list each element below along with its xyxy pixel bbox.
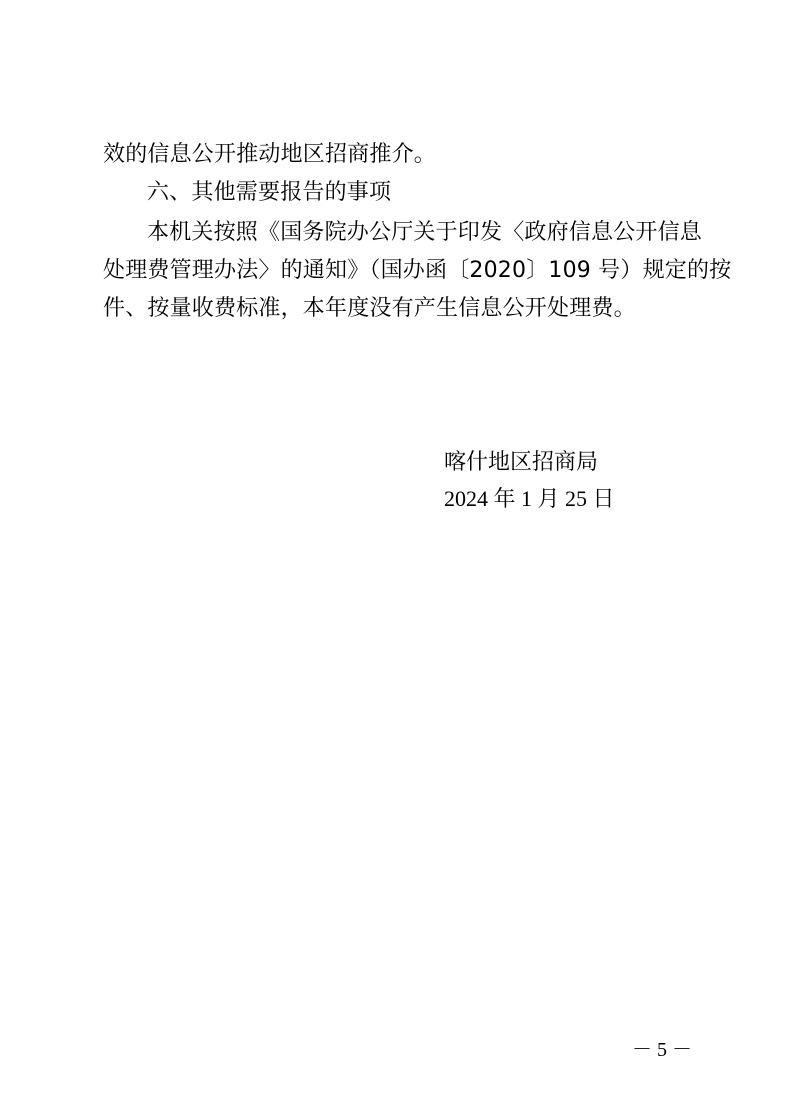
- page-number: － 5 －: [632, 1039, 692, 1061]
- signature-organization: 喀什地区招商局: [444, 450, 599, 475]
- body-line-4: 处理费管理办法〉的通知》（国办函〔2020〕109 号）规定的按: [103, 258, 732, 283]
- body-line-3: 本机关按照《国务院办公厅关于印发〈政府信息公开信息: [147, 220, 703, 245]
- signature-date: 2024 年 1 月 25 日: [444, 486, 615, 511]
- section-heading: 六、其他需要报告的事项: [147, 180, 392, 205]
- body-line-5: 件、按量收费标准，本年度没有产生信息公开处理费。: [103, 296, 636, 321]
- body-line-1: 效的信息公开推动地区招商推介。: [103, 142, 437, 167]
